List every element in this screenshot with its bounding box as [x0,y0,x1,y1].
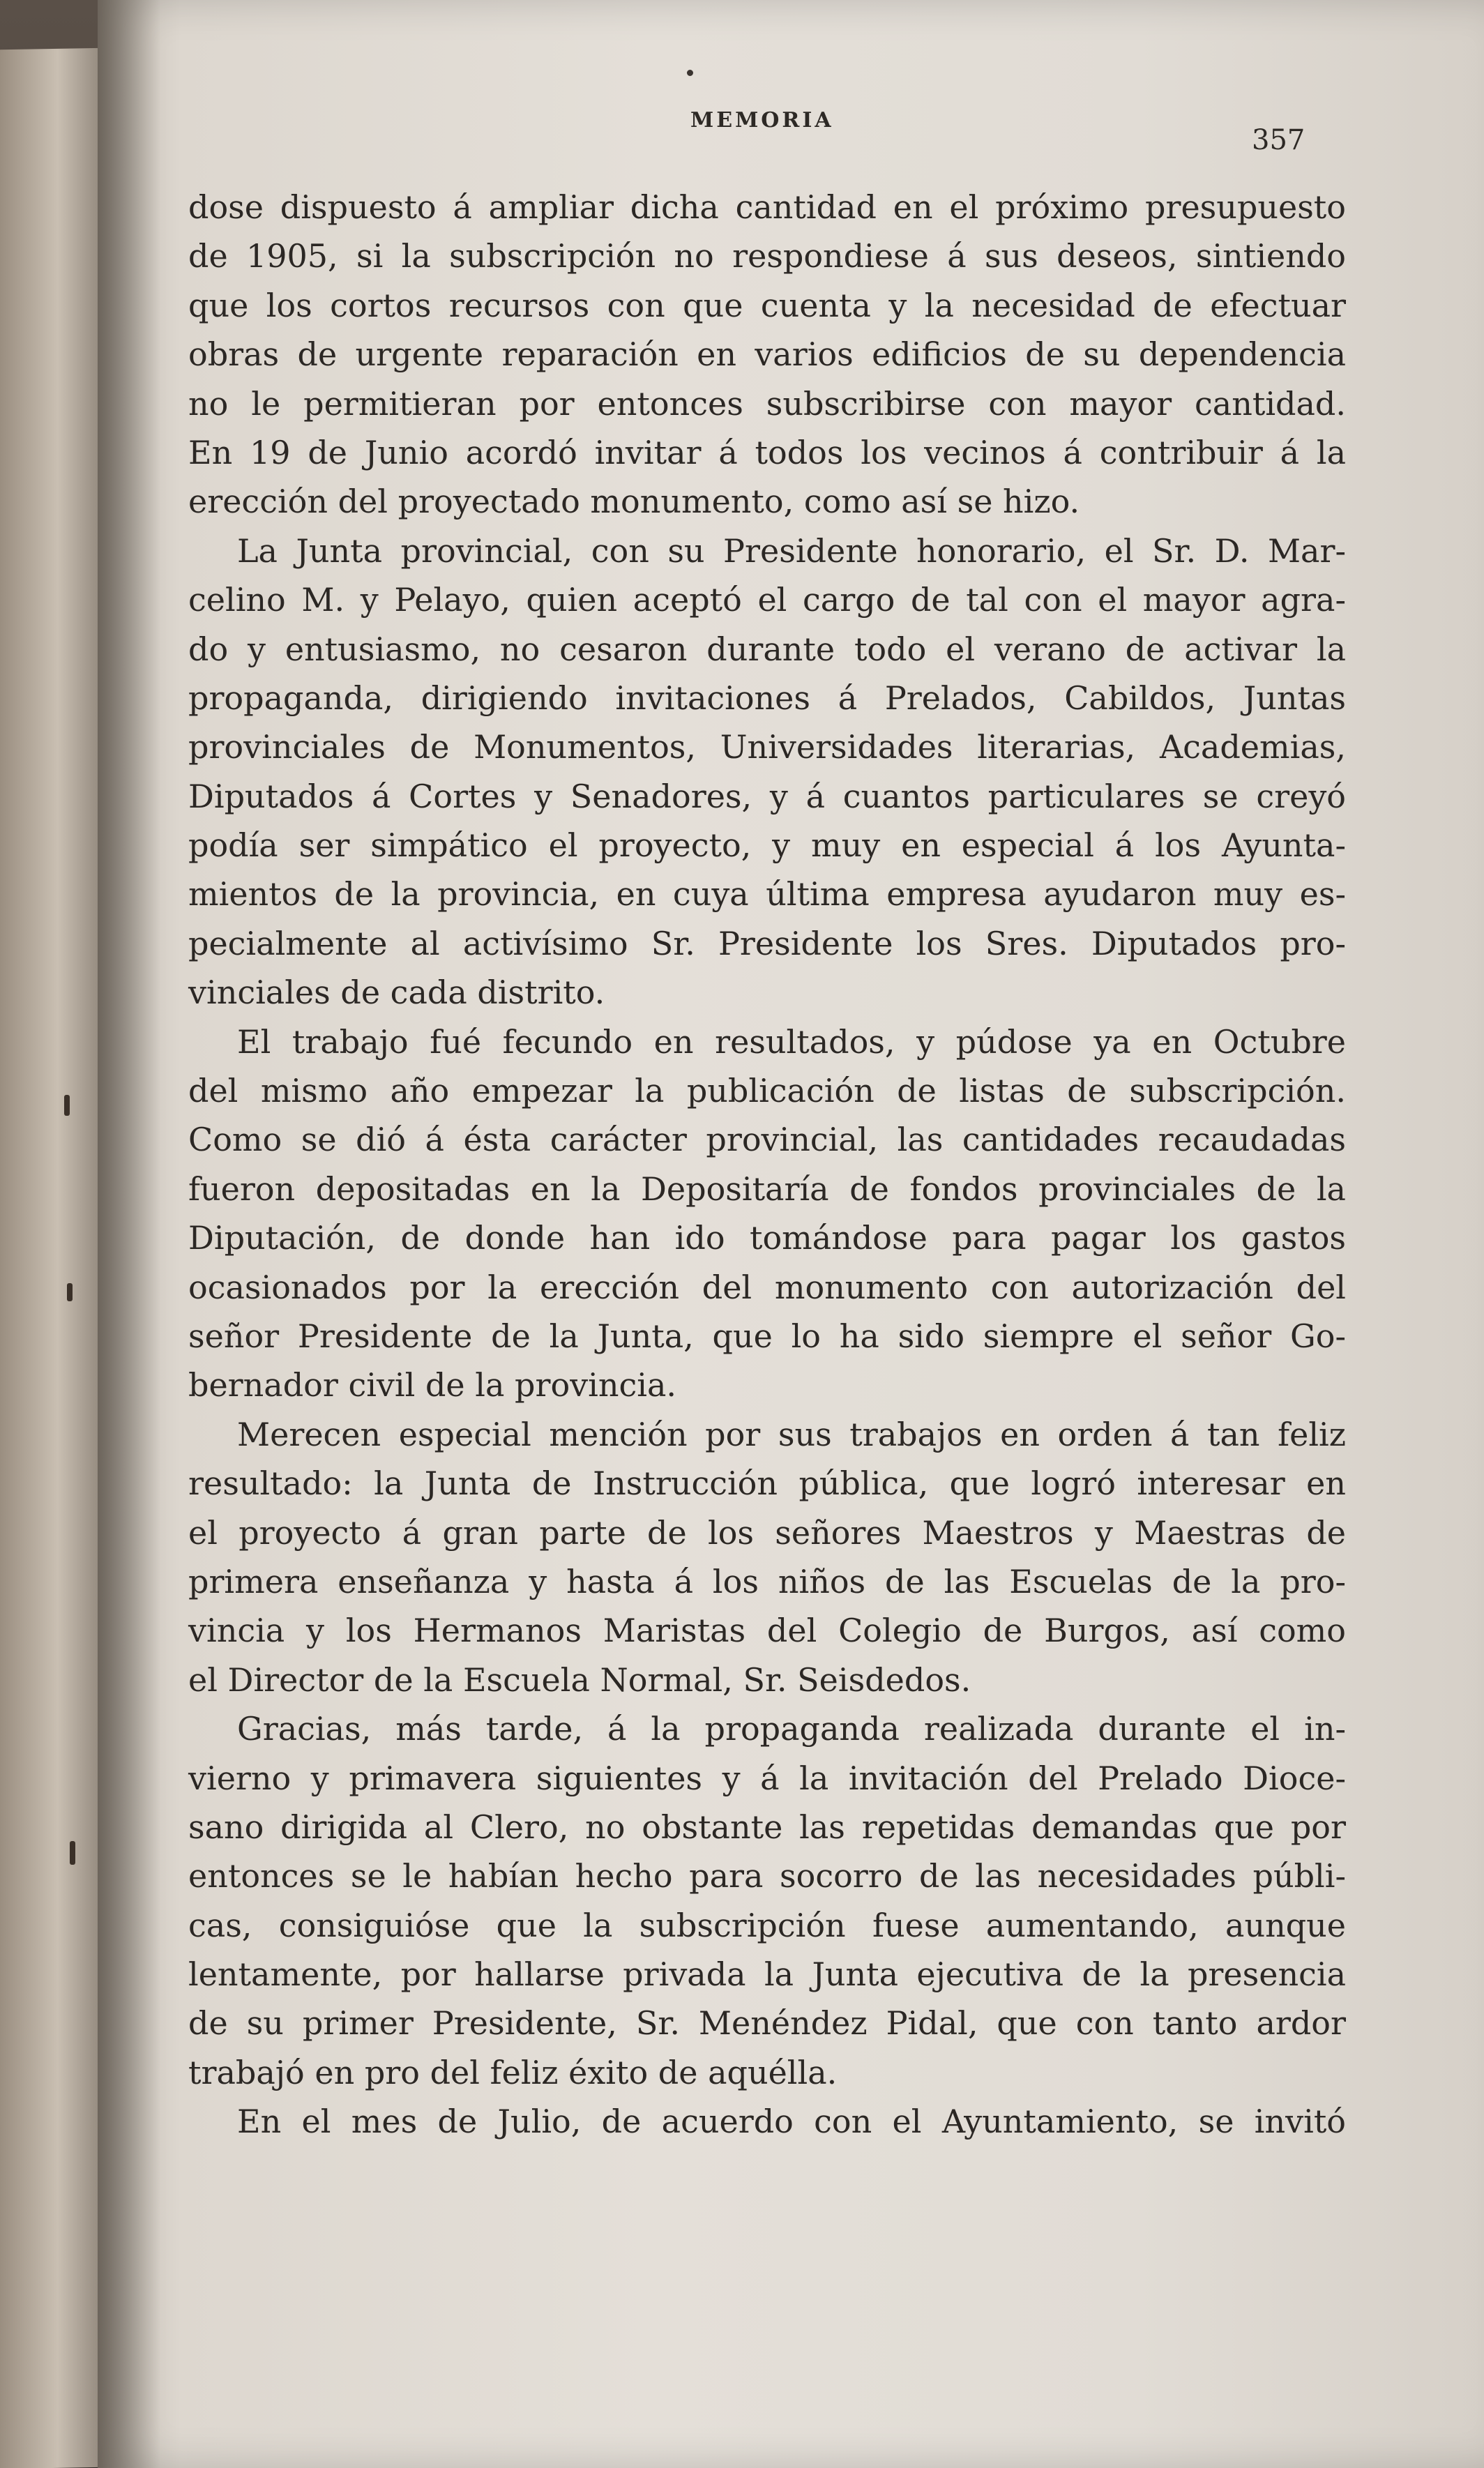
text-line: de su primer Presidente, Sr. Menéndez Pidal, que con tanto ardor [188,2004,1346,2043]
text-line: bernador civil de la provincia. [188,1366,676,1405]
text-line: En 19 de Junio acordó invitar á todos los vecinos á contribuir á la [188,433,1346,471]
margin-mark [67,1283,73,1301]
text-line: vincia y los Hermanos Maristas del Colegio de Burgos, así como [188,1612,1346,1650]
text-line: dose dispuesto á ampliar dicha cantidad en el próximo presupuesto [188,188,1346,226]
text-line: ocasionados por la erección del monumento con autorización del [188,1268,1346,1306]
text-line: señor Presidente de la Junta, que lo ha sido siempre el señor Go- [188,1317,1346,1355]
margin-mark [70,1841,75,1865]
facing-page-edge [0,48,105,2468]
text-line: cas, consiguióse que la subscripción fuese aumentando, aunque [188,1906,1346,1944]
text-line: fueron depositadas en la Depositaría de fondos provinciales de la [188,1169,1346,1208]
text-line: vierno y primavera siguientes y á la invitación del Prelado Dioce- [188,1759,1346,1797]
text-line: primera enseñanza y hasta á los niños de las Escuelas de la pro- [188,1562,1346,1600]
text-line: de 1905, si la subscripción no respondiese á sus deseos, sintiendo [188,237,1346,275]
text-line: el proyecto á gran parte de los señores Maestros y Maestras de [188,1513,1346,1552]
text-line: Merecen especial mención por sus trabajos en orden á tan feliz [237,1415,1346,1453]
text-line: Gracias, más tarde, á la propaganda realizada durante el in- [237,1710,1346,1748]
text-line: podía ser simpático el proyecto, y muy en especial á los Ayunta- [188,826,1346,865]
text-line: lentamente, por hallarse privada la Junta ejecutiva de la presencia [188,1955,1346,1994]
running-title: MEMORIA [690,108,834,133]
text-line: Diputados á Cortes y Senadores, y á cuantos particulares se creyó [188,777,1346,815]
text-line: provinciales de Monumentos, Universidades literarias, Academias, [188,728,1346,766]
text-line: vinciales de cada distrito. [188,974,605,1012]
text-line: pecialmente al activísimo Sr. Presidente los Sres. Diputados pro- [188,924,1346,962]
text-line: En el mes de Julio, de acuerdo con el Ayuntamiento, se invitó [237,2103,1346,2141]
text-line: el Director de la Escuela Normal, Sr. Seisdedos. [188,1660,971,1699]
text-line: Diputación, de donde han ido tomándose para pagar los gastos [188,1219,1346,1257]
page-body-text [188,183,1346,2147]
text-line: celino M. y Pelayo, quien aceptó el cargo de tal con el mayor agra- [188,581,1346,619]
text-line: trabajó en pro del feliz éxito de aquélla. [188,2053,838,2091]
text-line: do y entusiasmo, no cesaron durante todo el verano de activar la [188,630,1346,668]
text-line: que los cortos recursos con que cuenta y la necesidad de efectuar [188,286,1346,324]
text-line: erección del proyectado monumento, como así se hizo. [188,483,1080,521]
text-line: no le permitieran por entonces subscribirse con mayor cantidad. [188,384,1346,423]
margin-mark [64,1095,70,1116]
text-line: obras de urgente reparación en varios edificios de su dependencia [188,335,1346,374]
page-number: 357 [1252,124,1305,156]
page-dot-mark [687,70,693,76]
text-line: El trabajo fué fecundo en resultados, y púdose ya en Octubre [237,1022,1346,1061]
text-line: sano dirigida al Clero, no obstante las repetidas demandas que por [188,1808,1346,1846]
text-line: del mismo año empezar la publicación de listas de subscripción. [188,1072,1346,1110]
text-line: Como se dió á ésta carácter provincial, las cantidades recaudadas [188,1121,1346,1159]
gutter-shadow [98,0,160,2468]
text-line: mientos de la provincia, en cuya última empresa ayudaron muy es- [188,875,1346,914]
text-line: resultado: la Junta de Instrucción pública, que logró interesar en [188,1464,1346,1503]
text-line: propaganda, dirigiendo invitaciones á Prelados, Cabildos, Juntas [188,679,1346,717]
text-line: entonces se le habían hecho para socorro de las necesidades públi- [188,1857,1346,1895]
text-line: La Junta provincial, con su Presidente honorario, el Sr. D. Mar- [237,531,1346,570]
